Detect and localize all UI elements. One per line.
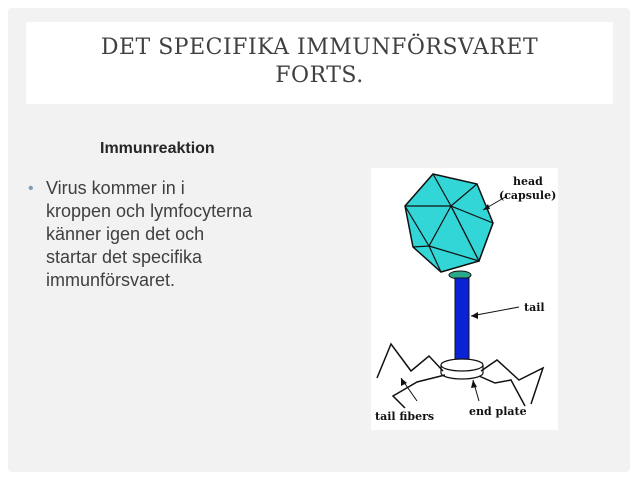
label-tail: tail xyxy=(524,301,545,314)
title-line-2: FORTS. xyxy=(275,63,364,88)
bullet-line: kroppen och lymfocyterna xyxy=(46,201,253,221)
bullet-line: känner igen det och xyxy=(46,224,205,244)
subheading: Immunreaktion xyxy=(100,140,215,157)
bullet-dot-icon: • xyxy=(28,180,34,197)
bullet-line: Virus kommer in i xyxy=(46,178,185,198)
phage-end-plate xyxy=(441,359,483,379)
bullet-list xyxy=(26,177,326,292)
bacteriophage-illustration xyxy=(371,168,558,430)
title-line-1: DET SPECIFIKA IMMUNFÖRSVARET xyxy=(100,35,539,60)
bacteriophage-diagram xyxy=(371,168,558,430)
bullet-item xyxy=(26,177,326,292)
label-capsule: (capsule) xyxy=(499,189,557,202)
phage-tail xyxy=(455,278,469,365)
page-title xyxy=(26,34,613,90)
bullet-line: immunförsvaret. xyxy=(46,270,176,290)
phage-head xyxy=(405,174,493,272)
bullet-line: startar det specifika xyxy=(46,247,203,267)
title-box xyxy=(26,22,613,104)
label-tail-fibers: tail fibers xyxy=(375,410,435,423)
label-end-plate: end plate xyxy=(469,405,527,418)
label-head: head xyxy=(513,175,543,188)
